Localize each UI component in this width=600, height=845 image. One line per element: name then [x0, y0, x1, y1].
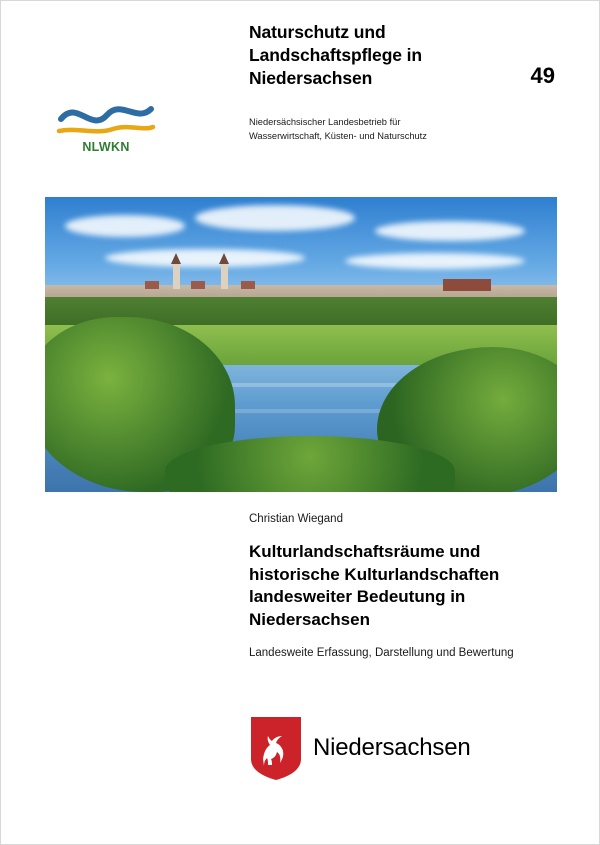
rooftop: [191, 281, 205, 289]
series-title: Naturschutz und Landschaftspflege in Niedersachsen: [249, 22, 423, 89]
nlwkn-logo: [51, 93, 161, 155]
state-branding: [249, 715, 471, 781]
cloud-shape: [375, 221, 525, 241]
saxon-horse-icon: [249, 715, 303, 781]
cover-photo-image: [45, 197, 557, 492]
publisher-line-2: Wasserwirtschaft, Küsten- und Naturschutz: [249, 130, 427, 141]
publisher-line-1: Niedersächsischer Landesbetrieb für: [249, 117, 401, 127]
author-name: Christian Wiegand: [249, 513, 343, 525]
cloud-shape: [195, 205, 355, 231]
cover-photo: [45, 197, 557, 492]
subtitle: Landesweite Erfassung, Darstellung und Bewertung: [249, 647, 514, 660]
publisher-block: [249, 116, 549, 144]
rooftop: [241, 281, 255, 289]
page-title: Kulturlandschaftsräume und historische Kulturlandschaften landesweiter Bedeutung in Niedersachsen: [249, 542, 500, 629]
church-tower: [173, 263, 180, 289]
church-tower: [221, 263, 228, 289]
cloud-shape: [65, 215, 185, 237]
nlwkn-wordmark: NLWKN: [82, 140, 130, 154]
state-name: Niedersachsen: [313, 734, 471, 761]
cloud-shape: [345, 253, 525, 269]
rooftop: [443, 279, 491, 291]
issue-number: 49: [530, 63, 555, 88]
rooftop: [145, 281, 159, 289]
title-block: [249, 513, 557, 662]
wave-icon: [51, 93, 161, 139]
cover-header: [1, 1, 599, 154]
cloud-shape: [105, 249, 305, 267]
